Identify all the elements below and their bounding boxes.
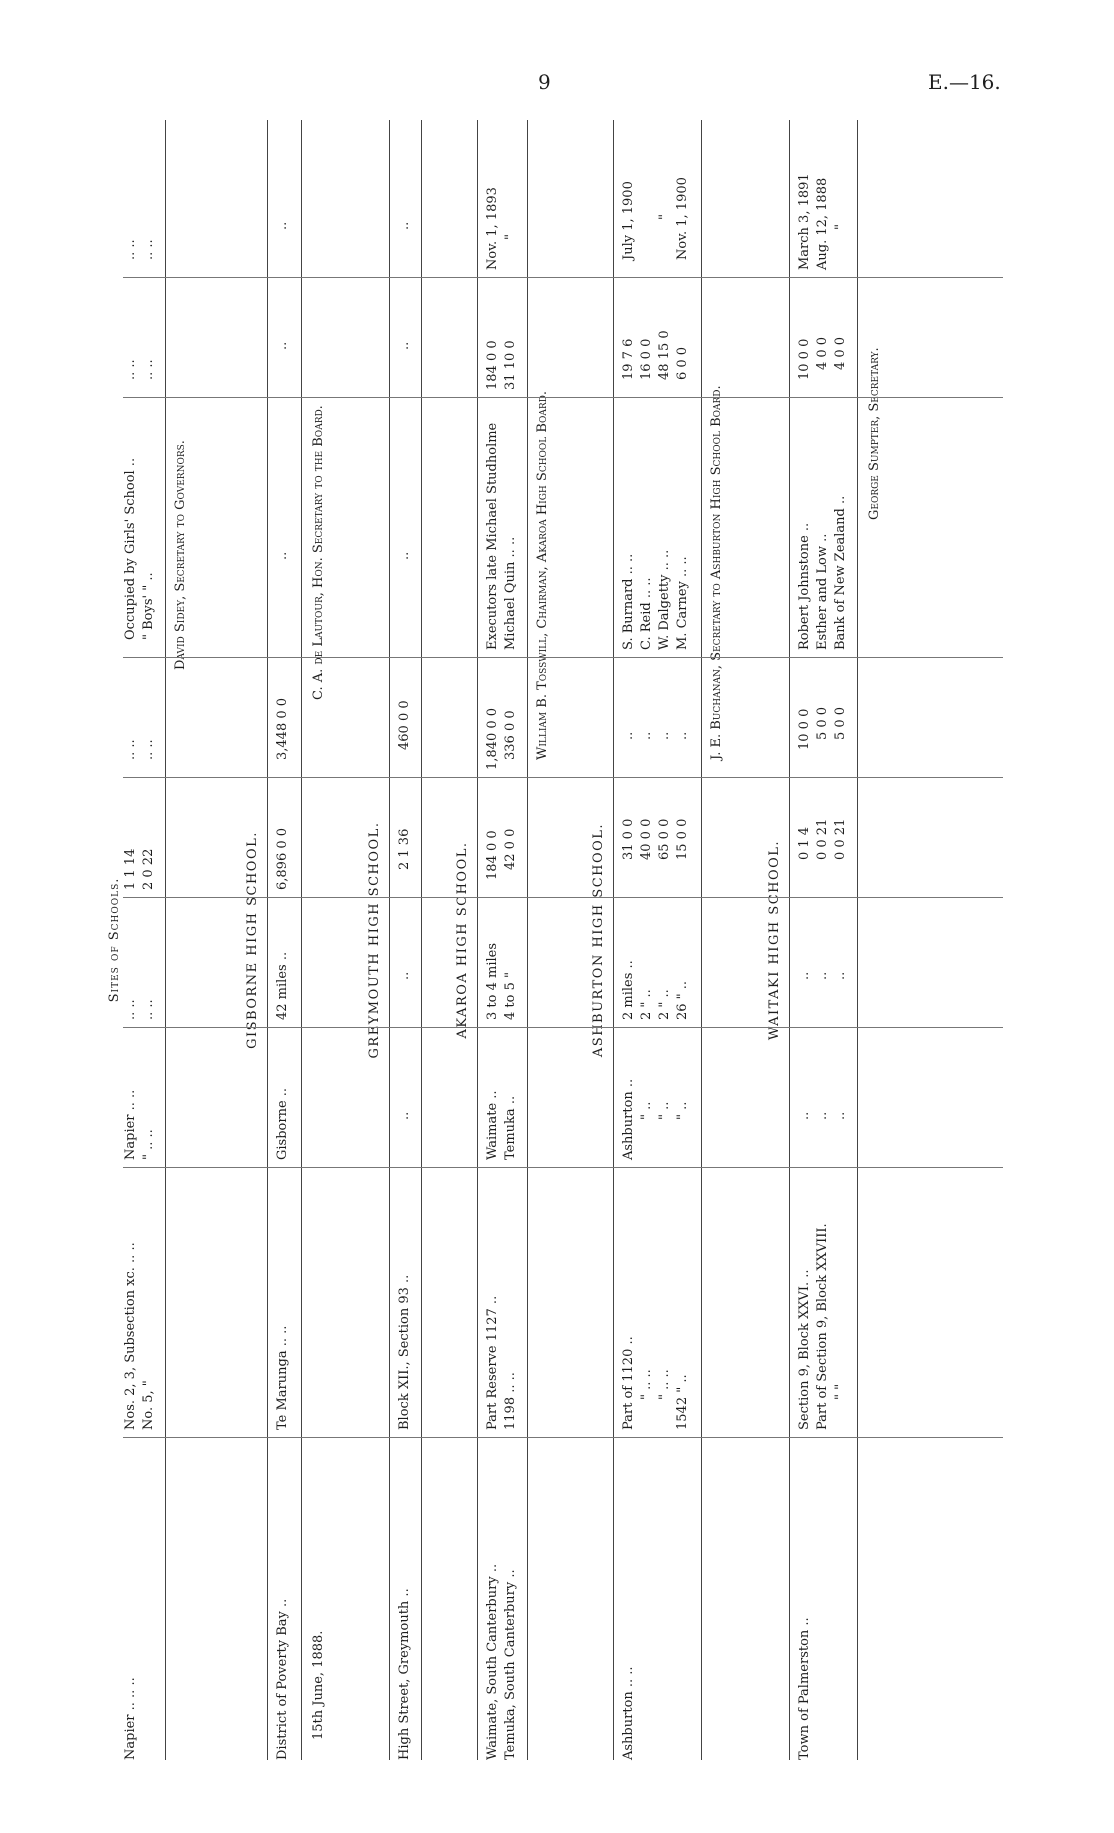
acres-cell: 15 0 0 (675, 818, 690, 860)
divider (789, 120, 790, 1760)
date-cell: " (833, 224, 848, 230)
rent-cell: 4 0 0 (833, 336, 848, 370)
occupant-cell: S. Burnard .. .. (621, 553, 636, 650)
section-cell: Section 9, Block XXVI. .. (797, 1269, 812, 1430)
district-cell: High Street, Greymouth .. (397, 1588, 412, 1760)
date-note: 15th June, 1888. (311, 1630, 326, 1740)
town-cell: .. (797, 1111, 812, 1120)
signature: William B. Tosswill, Chairman, Akaroa High School Board. (535, 391, 550, 760)
distance-cell: 42 miles .. (275, 951, 290, 1020)
rent-cell: .. .. (123, 359, 138, 380)
column-rule (123, 1437, 1003, 1438)
district-cell: District of Poverty Bay .. (275, 1598, 290, 1760)
section-cell: " .. .. (639, 1369, 654, 1400)
date-cell: .. .. (141, 239, 156, 260)
distance-cell: 2 " .. (657, 989, 672, 1020)
occupant-cell: W. Dalgetty .. .. (657, 549, 672, 650)
divider (301, 120, 302, 1760)
acres-cell: 0 1 4 (797, 826, 812, 860)
value-cell: .. (675, 731, 690, 740)
value-cell: 10 0 0 (797, 708, 812, 750)
distance-cell: .. (397, 971, 412, 980)
acres-cell: 2 1 36 (397, 828, 412, 870)
divider (421, 120, 422, 1760)
section-cell: Nos. 2, 3, Subsection xc. .. .. (123, 1242, 138, 1430)
acres-cell: 31 0 0 (621, 818, 636, 860)
date-cell: .. (397, 221, 412, 230)
distance-cell: .. .. (141, 999, 156, 1020)
district-cell: Town of Palmerston .. (797, 1617, 812, 1760)
page-code: E.—16. (928, 70, 1001, 94)
rent-cell: 6 0 0 (675, 346, 690, 380)
district-cell: Ashburton .. .. (621, 1666, 636, 1760)
acres-cell: 6,896 0 0 (275, 827, 290, 890)
town-cell: Gisborne .. (275, 1087, 290, 1160)
value-cell: 5 0 0 (833, 706, 848, 740)
distance-cell: .. (833, 971, 848, 980)
divider (267, 120, 268, 1760)
occupant-cell: Esther and Low .. (815, 533, 830, 650)
rent-cell: 48 15 0 (657, 330, 672, 380)
distance-cell: 3 to 4 miles (485, 943, 500, 1020)
acres-cell: 40 0 0 (639, 818, 654, 860)
distance-cell: 26 " .. (675, 980, 690, 1020)
divider (857, 120, 858, 1760)
district-cell: Napier .. .. .. (123, 1677, 138, 1760)
divider (701, 120, 702, 1760)
occupant-cell: Executors late Michael Studholme (485, 422, 500, 650)
rent-cell: 4 0 0 (815, 336, 830, 370)
acres-cell: 0 0 21 (833, 818, 848, 860)
value-cell: .. .. (141, 739, 156, 760)
column-rule (123, 657, 1003, 658)
occupant-cell: " Boys' " .. (141, 572, 156, 640)
district-cell: Temuka, South Canterbury .. (503, 1569, 518, 1760)
section-title: GISBORNE HIGH SCHOOL. (245, 831, 260, 1049)
date-cell: .. (275, 221, 290, 230)
distance-cell: .. .. (123, 999, 138, 1020)
section-cell: 1198 .. .. (503, 1372, 518, 1430)
divider (165, 120, 166, 1760)
section-cell: Part of 1120 .. (621, 1336, 636, 1430)
occupant-cell: M. Carney .. .. (675, 556, 690, 650)
rent-cell: 184 0 0 (485, 340, 500, 390)
distance-cell: 2 miles .. (621, 960, 636, 1020)
section-title: GREYMOUTH HIGH SCHOOL. (367, 821, 382, 1059)
acres-cell: 184 0 0 (485, 830, 500, 880)
sites-table (105, 120, 1015, 1760)
district-cell: Waimate, South Canterbury .. (485, 1563, 500, 1760)
signature: C. A. de Lautour, Hon. Secretary to the Board. (311, 405, 326, 700)
section-cell: Part Reserve 1127 .. (485, 1295, 500, 1430)
signature: David Sidey, Secretary to Governors. (173, 440, 188, 670)
rent-cell: 31 10 0 (503, 340, 518, 390)
rent-cell: 10 0 0 (797, 338, 812, 380)
date-cell: " (657, 214, 672, 220)
acres-cell: 2 0 22 (141, 848, 156, 890)
column-rule (123, 397, 1003, 398)
town-cell: " .. (639, 1101, 654, 1120)
signature: J. E. Buchanan, Secretary to Ashburton High School Board. (709, 385, 724, 760)
value-cell: .. (639, 731, 654, 740)
table-title: Sites of Schools. (107, 877, 122, 1003)
divider (527, 120, 528, 1760)
acres-cell: 0 0 21 (815, 818, 830, 860)
rent-cell: 16 0 0 (639, 338, 654, 380)
section-title: WAITAKI HIGH SCHOOL. (767, 839, 782, 1041)
town-cell: Napier .. .. (123, 1089, 138, 1160)
date-cell: .. .. (123, 239, 138, 260)
value-cell: 5 0 0 (815, 706, 830, 740)
value-cell: 460 0 0 (397, 700, 412, 750)
town-cell: .. (833, 1111, 848, 1120)
page-number: 9 (538, 70, 551, 94)
occupant-cell: Occupied by Girls' School .. (123, 457, 138, 640)
occupant-cell: .. (275, 551, 290, 560)
value-cell: 336 0 0 (503, 710, 518, 760)
section-cell: 1542 " .. (675, 1374, 690, 1430)
date-cell: Nov. 1, 1900 (675, 177, 690, 260)
divider (613, 120, 614, 1760)
date-cell: Nov. 1, 1893 (485, 187, 500, 270)
distance-cell: 4 to 5 " (503, 972, 518, 1020)
distance-cell: .. (815, 971, 830, 980)
section-cell: " .. .. (657, 1369, 672, 1400)
column-rule (123, 1167, 1003, 1168)
section-cell: No. 5, " (141, 1380, 156, 1430)
section-title: AKAROA HIGH SCHOOL. (455, 841, 470, 1039)
rent-cell: .. (397, 341, 412, 350)
rent-cell: .. (275, 341, 290, 350)
occupant-cell: C. Reid .. .. (639, 577, 654, 650)
town-cell: .. (815, 1111, 830, 1120)
town-cell: " .. (657, 1101, 672, 1120)
divider (477, 120, 478, 1760)
section-cell: Block XII., Section 93 .. (397, 1274, 412, 1430)
occupant-cell: Bank of New Zealand .. (833, 495, 848, 650)
distance-cell: 2 " .. (639, 989, 654, 1020)
value-cell: .. .. (123, 739, 138, 760)
value-cell: .. (657, 731, 672, 740)
column-rule (123, 277, 1003, 278)
town-cell: Waimate .. (485, 1090, 500, 1160)
section-cell: Part of Section 9, Block XXVIII. (815, 1223, 830, 1430)
column-rule (123, 777, 1003, 778)
town-cell: Ashburton .. (621, 1078, 636, 1160)
town-cell: " .. .. (141, 1129, 156, 1160)
acres-cell: 65 0 0 (657, 818, 672, 860)
distance-cell: .. (797, 971, 812, 980)
occupant-cell: Robert Johnstone .. (797, 522, 812, 650)
section-cell: Te Marunga .. .. (275, 1325, 290, 1430)
divider (389, 120, 390, 1760)
occupant-cell: .. (397, 551, 412, 560)
town-cell: .. (397, 1111, 412, 1120)
value-cell: 3,448 0 0 (275, 697, 290, 760)
signature: George Sumpter, Secretary. (867, 347, 882, 520)
value-cell: .. (621, 731, 636, 740)
column-rule (123, 897, 1003, 898)
town-cell: Temuka .. (503, 1095, 518, 1160)
date-cell: Aug. 12, 1888 (815, 177, 830, 270)
rent-cell: 19 7 6 (621, 338, 636, 380)
acres-cell: 1 1 14 (123, 848, 138, 890)
date-cell: July 1, 1900 (621, 181, 636, 260)
column-rule (123, 1027, 1003, 1028)
section-cell: " " (833, 1383, 848, 1400)
section-title: ASHBURTON HIGH SCHOOL. (591, 822, 606, 1058)
occupant-cell: Michael Quin .. .. (503, 536, 518, 650)
date-cell: " (503, 234, 518, 240)
value-cell: 1,840 0 0 (485, 707, 500, 770)
date-cell: March 3, 1891 (797, 173, 812, 270)
town-cell: " .. (675, 1101, 690, 1120)
acres-cell: 42 0 0 (503, 828, 518, 870)
rent-cell: .. .. (141, 359, 156, 380)
